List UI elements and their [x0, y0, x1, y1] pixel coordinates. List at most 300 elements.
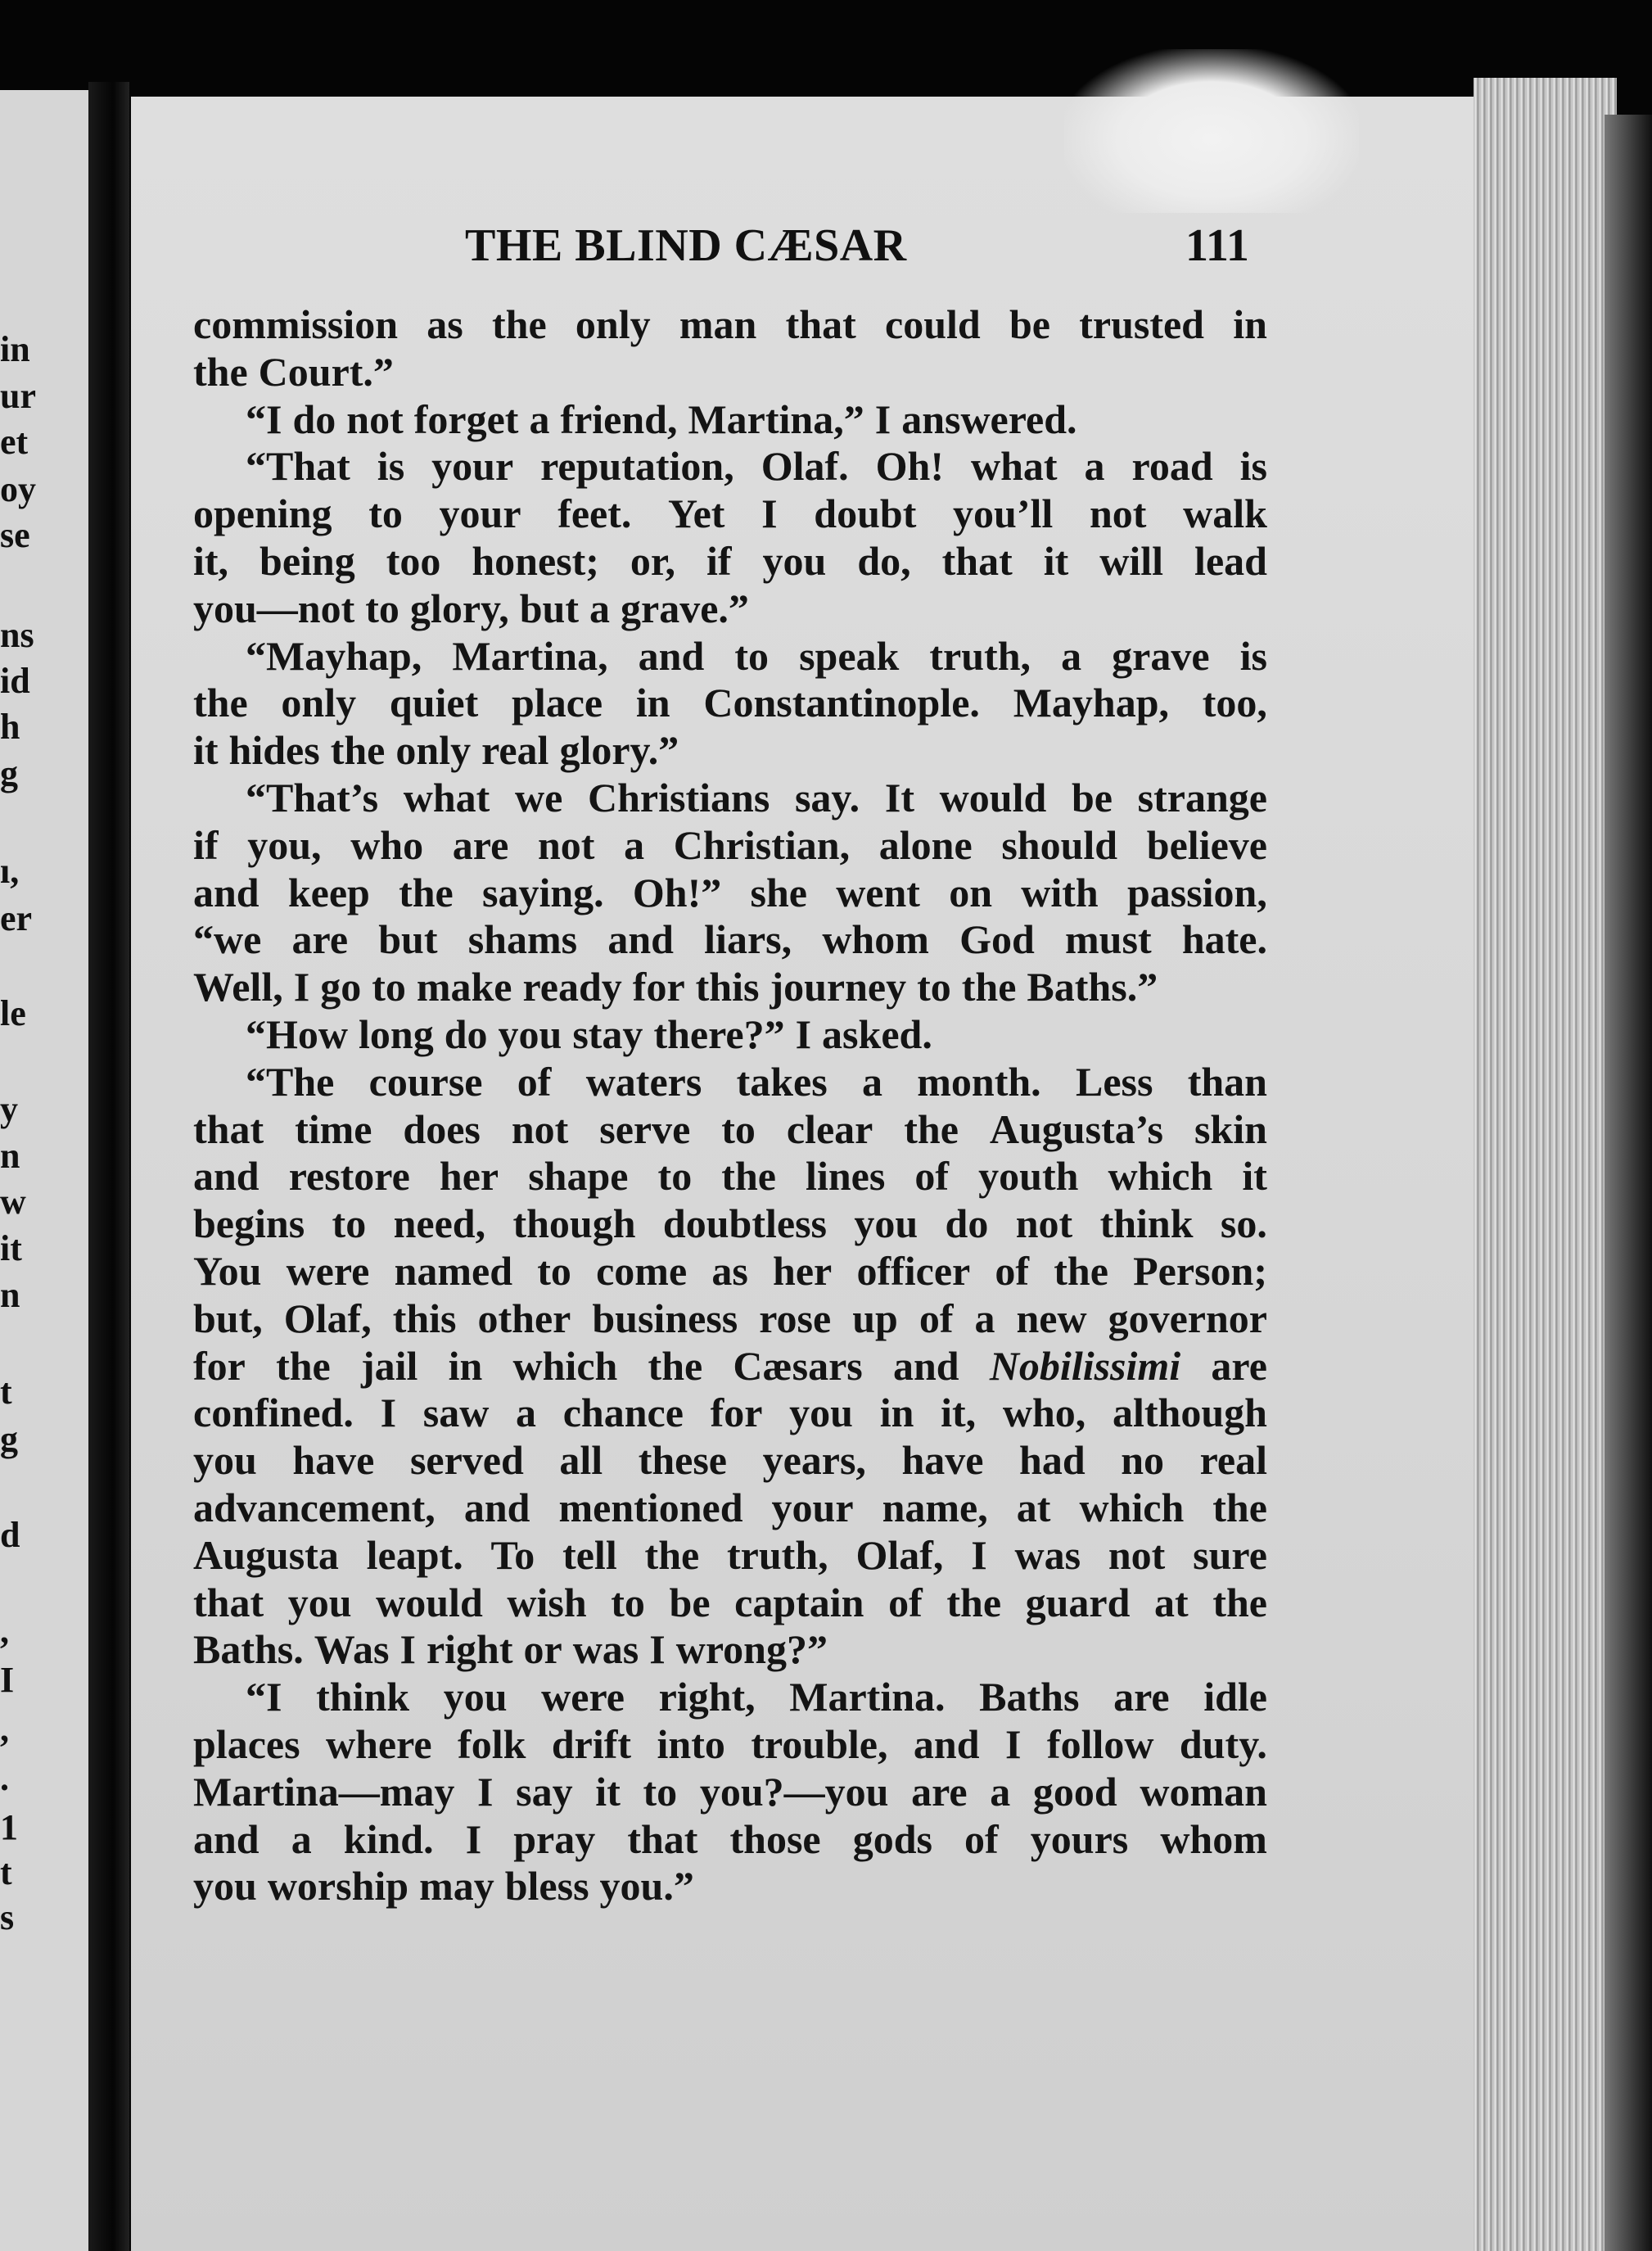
- word: Olaf,: [283, 1295, 372, 1341]
- word: do: [945, 1200, 989, 1247]
- word: would: [376, 1579, 483, 1625]
- word: I: [380, 1390, 397, 1436]
- word: glory,: [409, 585, 509, 631]
- word: must: [1065, 916, 1152, 963]
- text-line: [193, 443, 1267, 490]
- book-gutter: [88, 82, 129, 2251]
- word: are: [911, 1768, 968, 1815]
- word: too,: [1202, 680, 1267, 726]
- word: the: [648, 1342, 703, 1389]
- word: be: [1009, 301, 1050, 347]
- word: Martina,”: [688, 396, 864, 442]
- facing-page-fragment: ,: [0, 1611, 9, 1651]
- word: the: [644, 1531, 700, 1578]
- word: but,: [193, 1295, 263, 1341]
- word: in: [879, 1390, 914, 1436]
- word: but: [378, 916, 438, 963]
- word: you,: [247, 821, 322, 868]
- word: I: [761, 490, 778, 537]
- word: Christians: [588, 774, 770, 820]
- word: a: [529, 396, 550, 442]
- word: to: [734, 632, 770, 679]
- word: this: [695, 964, 760, 1010]
- facing-page-fragment: et: [0, 422, 29, 462]
- word: wrong?”: [675, 1626, 828, 1673]
- word: to: [611, 1579, 645, 1625]
- word: on: [949, 869, 992, 915]
- facing-page-fragment: n: [0, 1275, 20, 1315]
- word: shams: [467, 916, 578, 963]
- word: gods: [852, 1815, 932, 1862]
- word: speak: [799, 632, 900, 679]
- word: month.: [917, 1058, 1041, 1105]
- word: you: [193, 1437, 257, 1484]
- word: Baths.: [193, 1626, 304, 1673]
- text-line: [193, 1863, 1267, 1910]
- word: and: [607, 916, 674, 963]
- word: a: [1084, 443, 1105, 490]
- word: not: [346, 396, 404, 442]
- word: the: [1212, 1484, 1267, 1530]
- word: advancement,: [193, 1484, 436, 1530]
- word: grave.”: [621, 585, 749, 631]
- word: if: [706, 537, 732, 584]
- word: only: [575, 301, 651, 347]
- text-line: [193, 1011, 1267, 1059]
- text-line: [193, 1437, 1267, 1485]
- word: of: [888, 1579, 923, 1625]
- word: name,: [882, 1484, 988, 1530]
- word: though: [512, 1200, 636, 1247]
- paper-stain: [1064, 49, 1359, 213]
- word: sure: [1193, 1531, 1267, 1578]
- word: “The: [246, 1058, 335, 1105]
- word: not: [511, 1105, 569, 1152]
- word: make: [416, 964, 512, 1010]
- text-line: [193, 1485, 1267, 1532]
- word: journey: [770, 964, 907, 1010]
- facing-page-fragment: ı,: [0, 851, 20, 891]
- word: are: [291, 916, 349, 963]
- word: guard: [1025, 1579, 1131, 1625]
- word: a: [990, 1768, 1011, 1815]
- word: passion,: [1126, 869, 1267, 915]
- word: a: [291, 1815, 312, 1862]
- word: hate.: [1181, 916, 1267, 963]
- word: those: [729, 1815, 821, 1862]
- word: “That’s: [246, 774, 379, 820]
- word: of: [919, 1295, 954, 1341]
- word: in: [635, 680, 670, 726]
- text-line: [193, 870, 1267, 917]
- word: have: [292, 1437, 375, 1484]
- word: for: [710, 1390, 763, 1436]
- word: woman: [1140, 1768, 1267, 1815]
- word: served: [409, 1437, 524, 1484]
- text-line: [193, 349, 1267, 396]
- word: I: [874, 396, 891, 442]
- word: forget: [413, 396, 519, 442]
- word: the: [904, 1105, 959, 1152]
- word: the: [330, 727, 386, 774]
- word: shape: [528, 1153, 629, 1200]
- text-line: [193, 1532, 1267, 1580]
- word: you: [287, 1579, 352, 1625]
- text-line: [193, 727, 1267, 775]
- word: Yet: [668, 490, 725, 537]
- word: honest;: [472, 537, 599, 584]
- word: the: [193, 348, 248, 395]
- word: follow: [1046, 1720, 1154, 1767]
- word: you: [498, 1010, 562, 1057]
- word: was: [1014, 1531, 1081, 1578]
- word: be: [669, 1579, 711, 1625]
- word: you: [762, 537, 827, 584]
- word: you: [193, 1863, 257, 1910]
- word: is: [377, 443, 405, 490]
- word: “we: [193, 916, 262, 963]
- word: Baths.”: [1027, 964, 1158, 1010]
- word: business: [592, 1295, 738, 1341]
- word: place: [512, 680, 603, 726]
- word: truth,: [929, 632, 1031, 679]
- facing-page-fragment: ,: [0, 1709, 9, 1749]
- text-line: [193, 1200, 1267, 1248]
- text-line: [193, 1106, 1267, 1154]
- facing-page-fragment: it: [0, 1228, 22, 1268]
- word: I: [971, 1531, 987, 1578]
- word: friend,: [560, 396, 678, 442]
- word: the: [946, 1579, 1002, 1625]
- word: only: [395, 727, 472, 774]
- word: Constantinople.: [703, 680, 980, 726]
- word: say.: [794, 774, 860, 820]
- word: man: [679, 301, 757, 347]
- text-line: [193, 538, 1267, 585]
- word: begins: [193, 1200, 305, 1247]
- word: which: [512, 1342, 618, 1389]
- word: your: [771, 1484, 854, 1530]
- facing-page-fragment: I: [0, 1660, 15, 1700]
- word: to: [657, 1153, 693, 1200]
- word: jail: [360, 1342, 418, 1389]
- facing-page-fragment: se: [0, 515, 30, 555]
- word: Olaf.: [761, 443, 849, 490]
- text-line: [193, 775, 1267, 822]
- word: only: [281, 680, 357, 726]
- word: you?—you: [699, 1768, 889, 1815]
- word: a: [516, 1390, 537, 1436]
- word: the: [399, 869, 454, 915]
- word: were: [286, 1247, 370, 1294]
- word: to: [332, 1200, 367, 1247]
- word: who: [350, 821, 424, 868]
- word: the: [961, 964, 1017, 1010]
- word: there?”: [653, 1010, 785, 1057]
- word: road: [1131, 443, 1213, 490]
- word: Well,: [193, 964, 283, 1010]
- word: drift: [551, 1720, 632, 1767]
- word: may: [419, 1863, 494, 1910]
- word: Less: [1075, 1058, 1153, 1105]
- word: lead: [1194, 537, 1267, 584]
- word: your: [431, 443, 514, 490]
- word: as: [427, 301, 463, 347]
- word: it: [193, 727, 219, 774]
- word: to: [365, 585, 399, 631]
- word: stay: [572, 1010, 643, 1057]
- word: believe: [1146, 821, 1267, 868]
- facing-page-fragment: n: [0, 1136, 20, 1176]
- text-line: [193, 1248, 1267, 1295]
- word: pray: [513, 1815, 596, 1862]
- word: quiet: [389, 680, 479, 726]
- word: at: [1154, 1579, 1189, 1625]
- word: her: [773, 1247, 833, 1294]
- word: and: [193, 869, 260, 915]
- word: walk: [1183, 490, 1267, 537]
- facing-page-fragment: ns: [0, 615, 34, 655]
- text-line: [193, 396, 1267, 444]
- word: doubt: [814, 490, 917, 537]
- word: I: [1005, 1720, 1022, 1767]
- word: liars,: [704, 916, 792, 963]
- facing-page-fragment: .: [0, 1758, 9, 1798]
- word: are: [1113, 1674, 1170, 1720]
- word: a: [624, 821, 645, 868]
- word: waters: [585, 1058, 702, 1105]
- word: are: [1211, 1342, 1267, 1389]
- word: I: [293, 964, 310, 1010]
- word: no: [1121, 1437, 1165, 1484]
- word: opening: [193, 490, 332, 537]
- text-line: [193, 916, 1267, 964]
- word: real: [1199, 1437, 1267, 1484]
- text-line: [193, 490, 1267, 538]
- word: being: [260, 537, 355, 584]
- word: than: [1187, 1058, 1267, 1105]
- page-edges-shadow: [1605, 115, 1652, 2251]
- word: youth: [978, 1153, 1079, 1200]
- text-line: [193, 585, 1267, 633]
- text-line: [193, 1153, 1267, 1200]
- word: who,: [1002, 1390, 1086, 1436]
- word: bless: [504, 1863, 589, 1910]
- word: whom: [1160, 1815, 1267, 1862]
- word: that: [193, 1105, 264, 1152]
- word: course: [368, 1058, 483, 1105]
- word: restore: [288, 1153, 410, 1200]
- facing-page-fragment: s: [0, 1897, 15, 1937]
- word: of: [995, 1247, 1030, 1294]
- word: right,: [658, 1674, 756, 1720]
- word: come: [596, 1247, 688, 1294]
- word: that: [193, 1579, 264, 1625]
- body-text: [193, 301, 1267, 1910]
- word: what: [403, 774, 490, 820]
- word: you.”: [599, 1863, 694, 1910]
- facing-page-fragment: ur: [0, 376, 36, 416]
- word: I: [649, 1626, 666, 1673]
- word: Martina,: [452, 632, 608, 679]
- word: to: [721, 1105, 756, 1152]
- word: in: [448, 1342, 483, 1389]
- word: to: [917, 964, 951, 1010]
- word: the: [721, 1153, 776, 1200]
- word: Person;: [1133, 1247, 1267, 1294]
- word: if: [193, 821, 219, 868]
- word: into: [657, 1720, 725, 1767]
- word: had: [1019, 1437, 1086, 1484]
- word: keep: [287, 869, 370, 915]
- word: do,: [857, 537, 911, 584]
- word: chance: [562, 1390, 684, 1436]
- word: or,: [630, 537, 676, 584]
- word: Martina.: [789, 1674, 946, 1720]
- text-line: [193, 1295, 1267, 1343]
- page-number: 111: [1185, 220, 1249, 271]
- word: serve: [599, 1105, 691, 1152]
- word: up: [852, 1295, 898, 1341]
- word: where: [326, 1720, 432, 1767]
- word: kind.: [343, 1815, 434, 1862]
- word: “Mayhap,: [246, 632, 422, 679]
- word: mentioned: [558, 1484, 743, 1530]
- word: good: [1032, 1768, 1117, 1815]
- word: Baths: [979, 1674, 1080, 1720]
- page-edges: [1474, 78, 1617, 2251]
- word: went: [836, 869, 920, 915]
- facing-page-fragment: t: [0, 1372, 12, 1412]
- facing-page-fragment: id: [0, 661, 30, 701]
- word: the: [1054, 1247, 1108, 1294]
- word: should: [1001, 821, 1118, 868]
- facing-page-fragment: d: [0, 1515, 20, 1555]
- facing-page-fragment: er: [0, 898, 33, 938]
- word: I: [399, 1626, 416, 1673]
- word: and: [913, 1720, 980, 1767]
- word: do: [292, 396, 336, 442]
- word: new: [1016, 1295, 1087, 1341]
- word: rose: [759, 1295, 832, 1341]
- word: you’ll: [953, 490, 1054, 537]
- text-line: [193, 1769, 1267, 1816]
- word: is: [1239, 443, 1267, 490]
- facing-page-fragment: le: [0, 993, 26, 1033]
- word: that: [941, 537, 1013, 584]
- word: hides: [228, 727, 320, 774]
- word: duty.: [1179, 1720, 1267, 1767]
- text-line: [193, 822, 1267, 870]
- word: of: [964, 1815, 999, 1862]
- word: need,: [393, 1200, 486, 1247]
- word: to: [537, 1247, 571, 1294]
- word: feet.: [557, 490, 632, 537]
- word: were: [541, 1674, 625, 1720]
- word: you: [854, 1200, 919, 1247]
- word: It: [884, 774, 914, 820]
- word: the: [193, 680, 248, 726]
- word: what: [970, 443, 1058, 490]
- word: commission: [193, 301, 398, 347]
- word: saying.: [481, 869, 604, 915]
- word: tell: [562, 1531, 617, 1578]
- word: your: [439, 490, 521, 537]
- word: years,: [762, 1437, 866, 1484]
- word: a: [1061, 632, 1082, 679]
- facing-page-fragment: t: [0, 1852, 12, 1892]
- word: with: [1021, 869, 1099, 915]
- word: to: [372, 964, 406, 1010]
- word: reputation,: [540, 443, 734, 490]
- word: these: [638, 1437, 728, 1484]
- word: although: [1112, 1390, 1267, 1436]
- text-line: [193, 301, 1267, 349]
- word: truth,: [727, 1531, 828, 1578]
- word: worship: [267, 1863, 409, 1910]
- word: governor: [1108, 1295, 1267, 1341]
- word: the: [276, 1342, 331, 1389]
- word: Oh!”: [632, 869, 722, 915]
- word: to: [368, 490, 403, 537]
- word: Olaf,: [855, 1531, 944, 1578]
- word: I: [795, 1010, 812, 1057]
- word: her: [439, 1153, 499, 1200]
- word: alone: [878, 821, 973, 868]
- word: Cæsars: [733, 1342, 863, 1389]
- word: are: [452, 821, 509, 868]
- word: takes: [736, 1058, 828, 1105]
- word: for: [632, 964, 685, 1010]
- word: and: [638, 632, 705, 679]
- word: which: [1079, 1484, 1185, 1530]
- word: Nobilissimi: [989, 1342, 1181, 1389]
- word: which: [1108, 1153, 1213, 1200]
- word: Oh!: [875, 443, 944, 490]
- word: does: [403, 1105, 481, 1152]
- word: trusted: [1079, 301, 1204, 347]
- word: ready: [522, 964, 622, 1010]
- word: have: [901, 1437, 984, 1484]
- word: would: [939, 774, 1047, 820]
- word: strange: [1137, 774, 1267, 820]
- word: that: [785, 301, 856, 347]
- word: go: [320, 964, 362, 1010]
- word: a: [589, 585, 611, 631]
- word: too: [386, 537, 441, 584]
- word: but: [519, 585, 580, 631]
- word: a: [861, 1058, 882, 1105]
- word: officer: [856, 1247, 971, 1294]
- word: you: [789, 1390, 853, 1436]
- text-line: [193, 680, 1267, 727]
- word: of: [517, 1058, 552, 1105]
- text-line: [193, 1721, 1267, 1769]
- facing-page-fragment: 1: [0, 1807, 18, 1847]
- word: Augusta’s: [989, 1105, 1163, 1152]
- word: Martina—may: [193, 1768, 455, 1815]
- word: think: [316, 1674, 410, 1720]
- word: a: [974, 1295, 995, 1341]
- word: to: [643, 1768, 678, 1815]
- word: that: [627, 1815, 698, 1862]
- text-line: [193, 1674, 1267, 1721]
- word: this: [392, 1295, 457, 1341]
- facing-page-fragment: g: [0, 753, 18, 793]
- word: yours: [1030, 1815, 1129, 1862]
- facing-page-fragment: y: [0, 1089, 18, 1129]
- word: “I: [246, 396, 282, 442]
